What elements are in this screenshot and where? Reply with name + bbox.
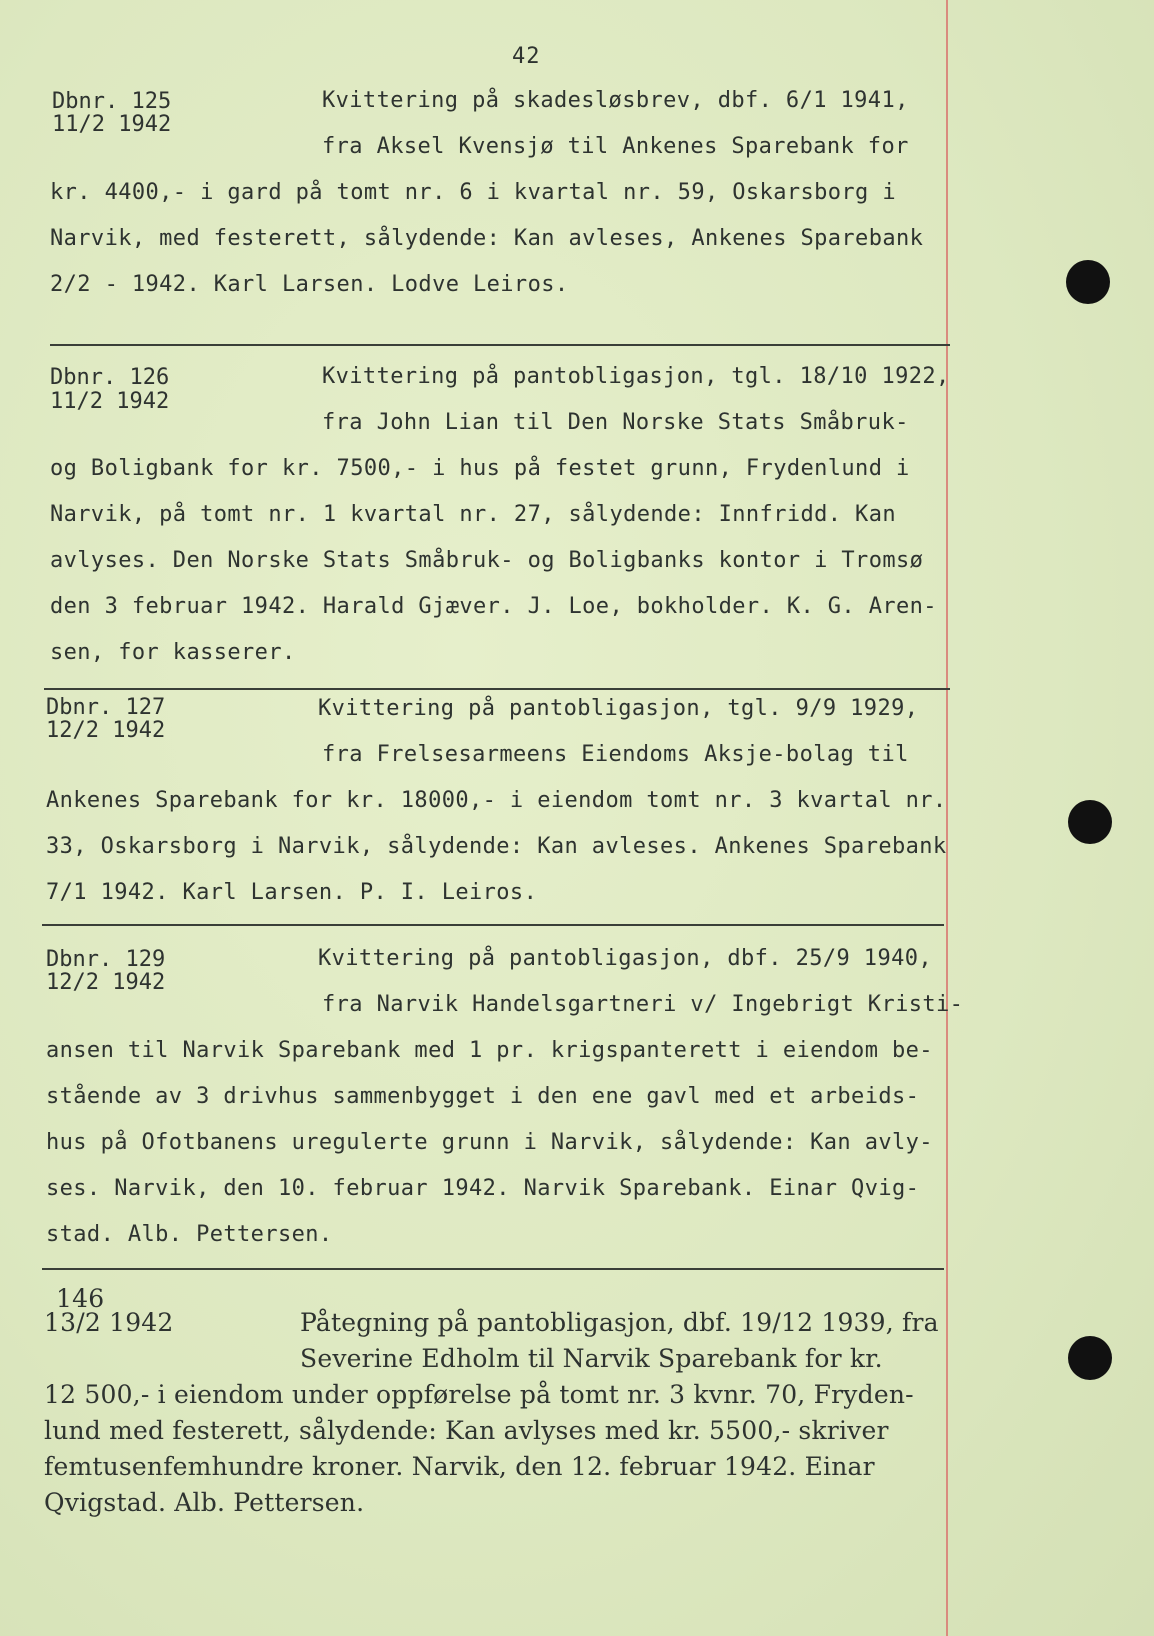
entry-126-date: 11/2 1942 xyxy=(50,389,170,414)
entry-126-line: og Boligbank for kr. 7500,- i hus på festet grunn, Frydenlund i xyxy=(50,456,910,481)
entry-129-line: stående av 3 drivhus sammenbygget i den ene gavl med et arbeids- xyxy=(46,1084,920,1109)
entry-126-line: den 3 februar 1942. Harald Gjæver. J. Loe, bokholder. K. G. Aren- xyxy=(50,594,937,619)
entry-126-dbnr: Dbnr. 126 xyxy=(50,365,170,390)
entry-129-dbnr: Dbnr. 129 xyxy=(46,947,166,972)
entry-146-date: 13/2 1942 xyxy=(44,1308,174,1337)
entry-126-title: Kvittering på pantobligasjon, tgl. 18/10 1922, xyxy=(322,364,950,389)
entry-126-line: Narvik, på tomt nr. 1 kvartal nr. 27, sålydende: Innfridd. Kan xyxy=(50,502,896,527)
binder-hole xyxy=(1068,800,1112,844)
entry-126-line: avlyses. Den Norske Stats Småbruk- og Boligbanks kontor i Tromsø xyxy=(50,548,924,573)
binder-hole xyxy=(1068,1336,1112,1380)
entry-separator xyxy=(42,924,944,926)
entry-separator xyxy=(50,344,950,346)
entry-126-line: fra John Lian til Den Norske Stats Småbruk- xyxy=(322,410,909,435)
entry-125-line: 2/2 - 1942. Karl Larsen. Lodve Leiros. xyxy=(50,272,569,297)
entry-146-line: Severine Edholm til Narvik Sparebank for kr. xyxy=(300,1344,883,1373)
entry-146-dbnr: 146 xyxy=(56,1284,105,1313)
entry-125-title: Kvittering på skadesløsbrev, dbf. 6/1 1941, xyxy=(322,88,909,113)
entry-146-line: femtusenfemhundre kroner. Narvik, den 12. februar 1942. Einar xyxy=(44,1452,875,1481)
entry-129-line: fra Narvik Handelsgartneri v/ Ingebrigt Kristi- xyxy=(322,992,964,1017)
entry-127-line: 7/1 1942. Karl Larsen. P. I. Leiros. xyxy=(46,880,538,905)
binder-hole xyxy=(1066,260,1110,304)
entry-127-line: Ankenes Sparebank for kr. 18000,- i eiendom tomt nr. 3 kvartal nr. xyxy=(46,788,947,813)
entry-127-date: 12/2 1942 xyxy=(46,718,166,743)
entry-126-line: sen, for kasserer. xyxy=(50,640,296,665)
margin-line xyxy=(946,0,948,1636)
entry-127-line: 33, Oskarsborg i Narvik, sålydende: Kan avleses. Ankenes Sparebank xyxy=(46,834,947,859)
entry-125-dbnr: Dbnr. 125 xyxy=(52,89,172,114)
entry-129-date: 12/2 1942 xyxy=(46,970,166,995)
entry-146-line: lund med festerett, sålydende: Kan avlyses med kr. 5500,- skriver xyxy=(44,1416,889,1445)
entry-129-title: Kvittering på pantobligasjon, dbf. 25/9 1940, xyxy=(318,946,933,971)
entry-125-line: fra Aksel Kvensjø til Ankenes Sparebank for xyxy=(322,134,909,159)
entry-125-date: 11/2 1942 xyxy=(52,112,172,137)
entry-125-line: kr. 4400,- i gard på tomt nr. 6 i kvartal nr. 59, Oskarsborg i xyxy=(50,180,896,205)
entry-129-line: hus på Ofotbanens uregulerte grunn i Narvik, sålydende: Kan avly- xyxy=(46,1130,933,1155)
entry-separator xyxy=(44,688,950,690)
entry-129-line: ansen til Narvik Sparebank med 1 pr. krigspanterett i eiendom be- xyxy=(46,1038,933,1063)
entry-146-line: 12 500,- i eiendom under oppførelse på tomt nr. 3 kvnr. 70, Fryden- xyxy=(44,1380,914,1409)
entry-146-title: Påtegning på pantobligasjon, dbf. 19/12 1939, fra xyxy=(300,1308,939,1337)
entry-separator xyxy=(42,1268,944,1270)
entry-146-line: Qvigstad. Alb. Pettersen. xyxy=(44,1488,365,1517)
entry-127-title: Kvittering på pantobligasjon, tgl. 9/9 1929, xyxy=(318,696,919,721)
entry-129-line: stad. Alb. Pettersen. xyxy=(46,1222,333,1247)
entry-129-line: ses. Narvik, den 10. februar 1942. Narvik Sparebank. Einar Qvig- xyxy=(46,1176,920,1201)
entry-125-line: Narvik, med festerett, sålydende: Kan avleses, Ankenes Sparebank xyxy=(50,226,924,251)
entry-127-line: fra Frelsesarmeens Eiendoms Aksje-bolag til xyxy=(322,742,909,767)
page-number: 42 xyxy=(512,44,541,69)
entry-127-dbnr: Dbnr. 127 xyxy=(46,695,166,720)
